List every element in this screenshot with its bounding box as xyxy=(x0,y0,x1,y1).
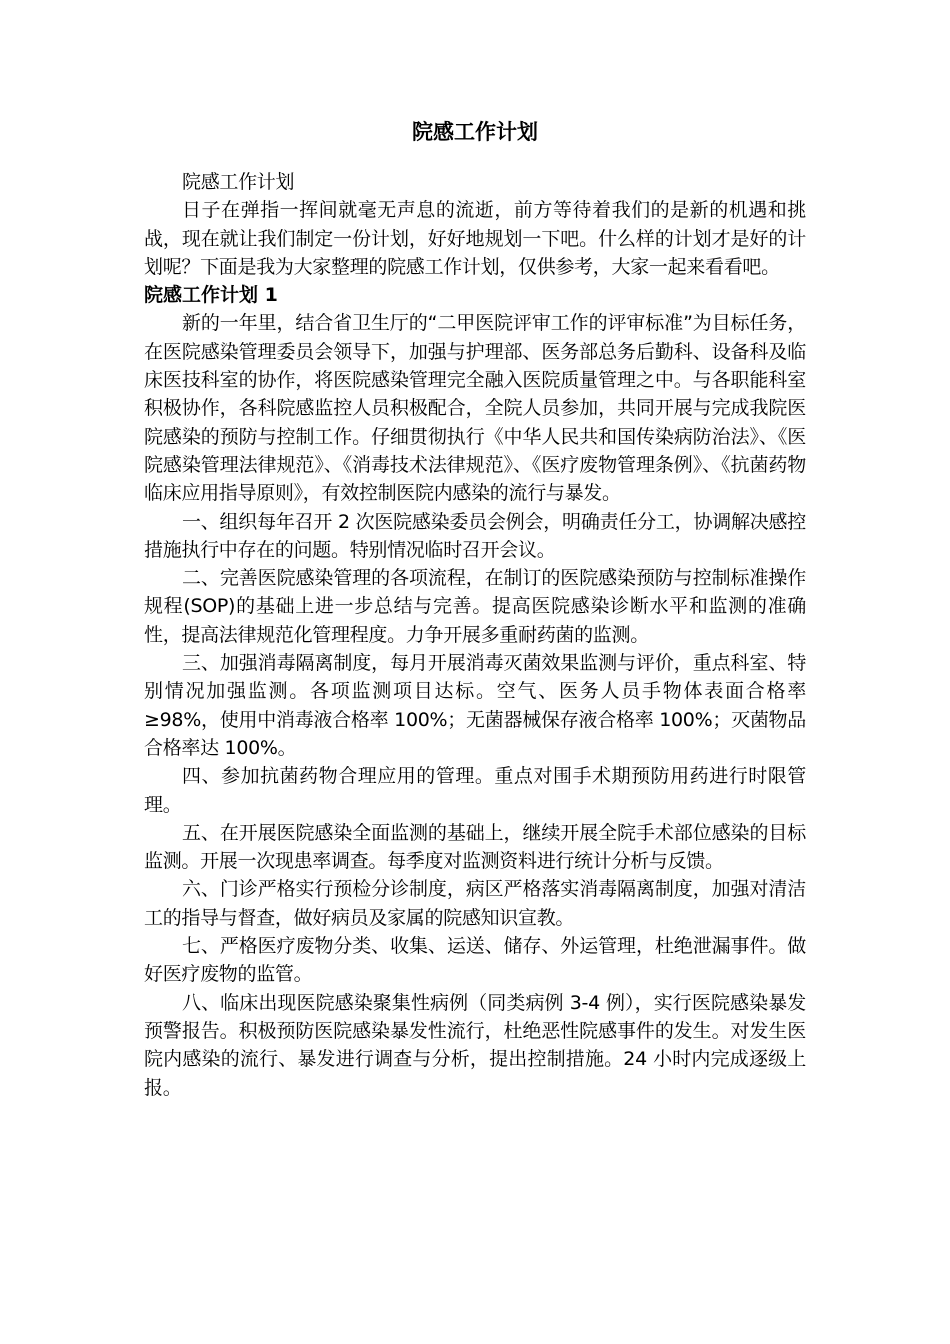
item-paragraph-7: 七、严格医疗废物分类、收集、运送、储存、外运管理，杜绝泄漏事件。做好医疗废物的监管。 xyxy=(144,935,806,986)
item-paragraph-3: 三、加强消毒隔离制度，每月开展消毒灭菌效果监测与评价，重点科室、特别情况加强监测。各项监测项目达标。空气、医务人员手物体表面合格率≥98%，使用中消毒液合格率 100%；无菌器械保存液合格率 100%；灭菌物品合格率达 100%。 xyxy=(144,652,806,759)
page-title: 院感工作计划 xyxy=(412,120,538,144)
item-paragraph-4: 四、参加抗菌药物合理应用的管理。重点对围手术期预防用药进行时限管理。 xyxy=(144,765,806,816)
intro-paragraph: 日子在弹指一挥间就毫无声息的流逝，前方等待着我们的是新的机遇和挑战，现在就让我们制定一份计划，好好地规划一下吧。什么样的计划才是好的计划呢？下面是我为大家整理的院感工作计划，仅供参考，大家一起来看看吧。 xyxy=(144,199,806,278)
item-paragraph-1: 一、组织每年召开 2 次医院感染委员会例会，明确责任分工，协调解决感控措施执行中存在的问题。特别情况临时召开会议。 xyxy=(144,510,806,561)
item-paragraph-2: 二、完善医院感染管理的各项流程，在制订的医院感染预防与控制标准操作规程(SOP)的基础上进一步总结与完善。提高医院感染诊断水平和监测的准确性，提高法律规范化管理程度。力争开展多重耐药菌的监测。 xyxy=(144,567,806,646)
item-paragraph-5: 五、在开展医院感染全面监测的基础上，继续开展全院手术部位感染的目标监测。开展一次现患率调查。每季度对监测资料进行统计分析与反馈。 xyxy=(144,821,806,873)
item-paragraph-6: 六、门诊严格实行预检分诊制度，病区严格落实消毒隔离制度，加强对清洁工的指导与督查，做好病员及家属的院感知识宣教。 xyxy=(144,878,806,929)
subtitle-paragraph: 院感工作计划 xyxy=(182,171,295,193)
overview-paragraph: 新的一年里，结合省卫生厅的“二甲医院评审工作的评审标准”为目标任务，在医院感染管理委员会领导下，加强与护理部、医务部总务后勤科、设备科及临床医技科室的协作，将医院感染管理完全融入医院质量管理之中。与各职能科室积极协作，各科院感监控人员积极配合，全院人员参加，共同开展与完成我院医院感染的预防与控制工作。仔细贯彻执行《中华人民共和国传染病防治法》、《医院感染管理法律规范》、《消毒技术法律规范》、《医疗废物管理条例》、《抗菌药物临床应用指导原则》，有效控制医院内感染的流行与暴发。 xyxy=(144,312,806,505)
item-paragraph-8: 八、临床出现医院感染聚集性病例（同类病例 3-4 例），实行医院感染暴发预警报告。积极预防医院感染暴发性流行，杜绝恶性院感事件的发生。对发生医院内感染的流行、暴发进行调查与分析，提出控制措施。24 小时内完成逐级上报。 xyxy=(144,991,806,1099)
section-heading: 院感工作计划 1 xyxy=(144,284,278,307)
document-page xyxy=(144,110,806,1102)
